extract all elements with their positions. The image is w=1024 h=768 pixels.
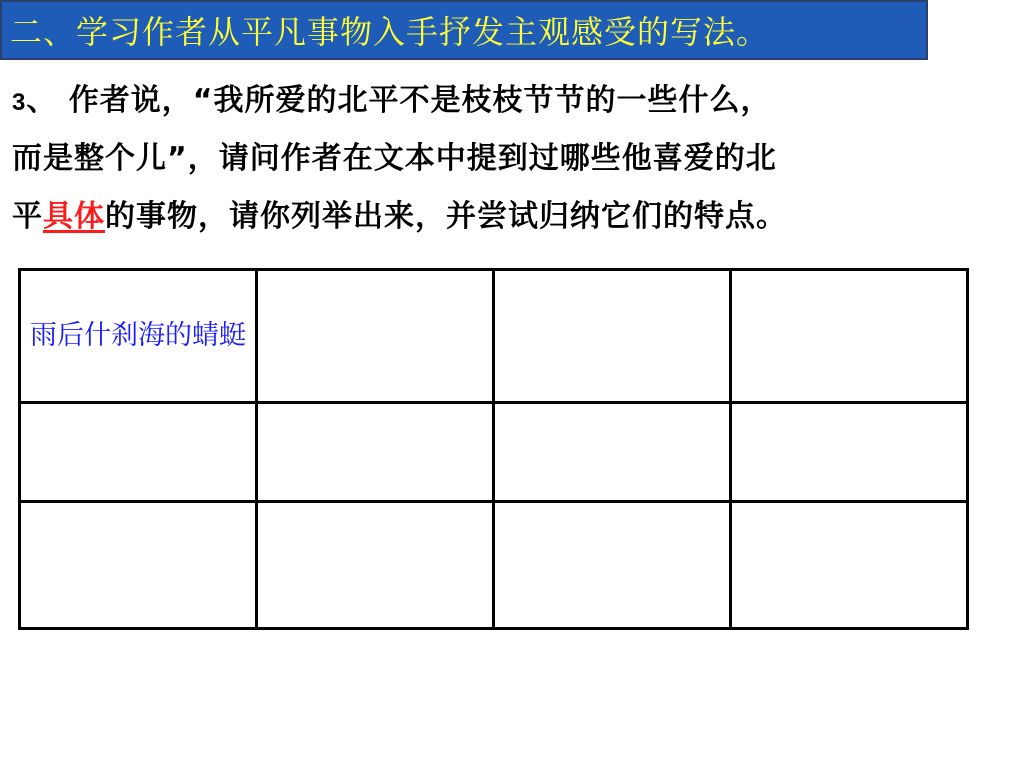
table-cell[interactable]: [20, 403, 257, 502]
question-line-2: 而是整个儿”，请问作者在文本中提到过哪些他喜爱的北: [12, 141, 777, 176]
table-cell[interactable]: [20, 502, 257, 629]
cell-text: 雨后什刹海的蜻蜓: [30, 320, 246, 351]
table-row: [20, 502, 968, 629]
table-cell[interactable]: [257, 270, 494, 403]
section-title: 二、学习作者从平凡事物入手抒发主观感受的写法。: [10, 13, 770, 51]
table-row: [20, 270, 968, 403]
question-line-1-text: 、 作者说，“我所爱的北平不是枝枝节节的一些什么，: [26, 83, 772, 118]
emphasis-text: 具体: [43, 199, 105, 234]
question-number: 3: [12, 89, 27, 116]
answer-table: [18, 268, 969, 630]
question-line-3: [12, 188, 1012, 246]
question-line-3-before: 平: [12, 199, 43, 234]
table-cell[interactable]: [20, 270, 257, 403]
question-text: [12, 72, 1012, 246]
table-cell[interactable]: [494, 403, 731, 502]
table-cell[interactable]: [731, 403, 968, 502]
section-title-banner: [0, 0, 928, 60]
question-line-3-after: 的事物，请你列举出来，并尝试归纳它们的特点。: [105, 199, 787, 234]
table-cell[interactable]: [257, 502, 494, 629]
table-cell[interactable]: [731, 502, 968, 629]
table-cell[interactable]: [494, 270, 731, 403]
table-cell[interactable]: [257, 403, 494, 502]
table-cell[interactable]: [494, 502, 731, 629]
table-row: [20, 403, 968, 502]
question-line-1: [12, 72, 1012, 130]
table-cell[interactable]: [731, 270, 968, 403]
